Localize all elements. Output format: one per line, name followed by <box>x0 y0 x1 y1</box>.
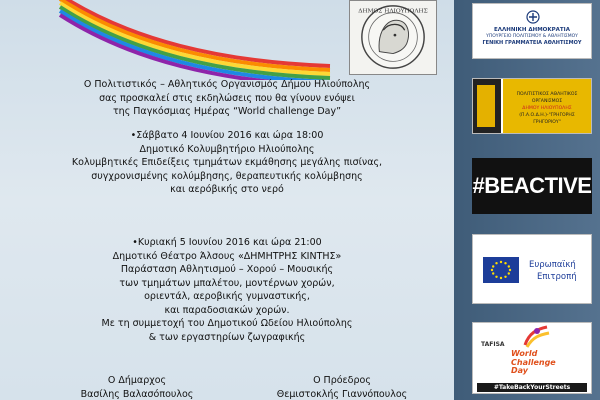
signatures <box>0 374 454 400</box>
municipality-coin-logo <box>349 0 437 75</box>
wcd-line1: World <box>511 349 538 358</box>
event-sunday <box>0 236 454 344</box>
event-line: συγχρονισμένης κολύμβησης, θεραπευτικής κολύμβησης <box>91 170 363 182</box>
ministry-logo <box>472 3 592 59</box>
intro-line: της Παγκόσμιας Ημέρας “World challenge Day” <box>112 106 342 117</box>
rainbow-swoosh-graphic <box>0 0 340 80</box>
event-line: Παράσταση Αθλητισμού – Χορού – Μουσικής <box>120 264 334 275</box>
event-saturday <box>0 129 454 197</box>
event-line: Με τη συμμετοχή του Δημοτικού Ωδείου Ηλιούπολης <box>101 318 353 329</box>
event-date-line: •Κυριακή 5 Ιουνίου 2016 και ώρα 21:00 <box>132 237 322 248</box>
organisation-logo-mark-inner <box>477 85 495 127</box>
event-line: και παραδοσιακών χορών. <box>164 304 290 316</box>
coin-text: ΔΗΜΟΣ ΗΛΙΟΥΠΟΛΗΣ <box>358 8 428 15</box>
event-line: Δημοτικό Θέατρο Άλσους «ΔΗΜΗΤΡΗΣ ΚΙΝΤΗΣ» <box>112 250 342 262</box>
organisation-line3: (Π.Α.Ο.Δ.Η.)-"ΓΡΗΓΟΡΗΣ ΓΡΗΓΟΡΙΟΥ" <box>519 113 575 125</box>
president-name: Θεμιστοκλής Γιαννόπουλος <box>276 388 408 400</box>
wcd-line3: Day <box>511 366 529 375</box>
president-title: Ο Πρόεδρος <box>313 375 371 386</box>
ministry-line3: ΓΕΝΙΚΗ ΓΡΑΜΜΑΤΕΙΑ ΑΘΛΗΤΙΣΜΟΥ <box>482 40 582 46</box>
mayor-title: Ο Δήμαρχος <box>107 375 167 386</box>
organisation-logo-text <box>503 79 591 133</box>
beactive-logo: #BEACTIVE <box>472 158 592 214</box>
mayor-name: Βασίλης Βαλασόπουλος <box>80 388 194 400</box>
organisation-line1: ΠΟΛΙΤΙΣΤΙΚΟΣ ΑΘΛΗΤΙΚΟΣ ΟΡΓΑΝΙΣΜΟΣ <box>516 92 578 104</box>
event-line: Κολυμβητικές Επιδείξεις τμημάτων εκμάθησης μεγάλης πισίνας, <box>71 157 383 168</box>
ministry-line2: ΥΠΟΥΡΓΕΙΟ ΠΟΛΙΤΙΣΜΟΥ & ΑΘΛΗΤΙΣΜΟΥ <box>486 34 578 39</box>
tafisa-text: TAFISA <box>481 341 505 348</box>
event-date-line: •Σάββατο 4 Ιουνίου 2016 και ώρα 18:00 <box>130 130 324 141</box>
eu-flag-icon <box>483 257 519 283</box>
event-line: και αερόβικής στο νερό <box>170 184 284 195</box>
greek-emblem-icon <box>526 10 540 24</box>
wcd-line2: Challenge <box>511 357 556 367</box>
event-line: & των εργαστηρίων ζωγραφικής <box>148 331 306 343</box>
event-line: οριεντάλ, αεροβικής γυμναστικής, <box>144 291 310 302</box>
world-challenge-day-logo <box>472 322 592 394</box>
wcd-title <box>511 350 556 376</box>
organisation-logo <box>472 78 592 134</box>
eu-line2: Επιτροπή <box>537 272 577 282</box>
intro-line: Ο Πολιτιστικός – Αθλητικός Οργανισμός Δήμου Ηλιούπολης <box>83 79 371 90</box>
wcd-figure-icon <box>521 325 551 349</box>
ministry-line1: ΕΛΛΗΝΙΚΗ ΔΗΜΟΚΡΑΤΙΑ <box>494 27 570 33</box>
organisation-line2: ΔΗΜΟΥ ΗΛΙΟΥΠΟΛΗΣ <box>522 106 572 111</box>
european-commission-logo <box>472 234 592 304</box>
intro-line: σας προσκαλεί στις εκδηλώσεις που θα γίνουν ενόψει <box>99 92 355 104</box>
eu-line1: Ευρωπαϊκή <box>529 260 576 270</box>
intro-text <box>0 78 454 119</box>
event-line: Δημοτικό Κολυμβητήριο Ηλιούπολης <box>139 143 315 155</box>
event-line: των τμημάτων μπαλέτου, μοντέρνων χορών, <box>119 277 335 289</box>
mayor-signature <box>62 374 212 400</box>
wcd-hashtag: #TakeBackYourStreets <box>477 383 587 392</box>
president-signature <box>257 374 427 400</box>
